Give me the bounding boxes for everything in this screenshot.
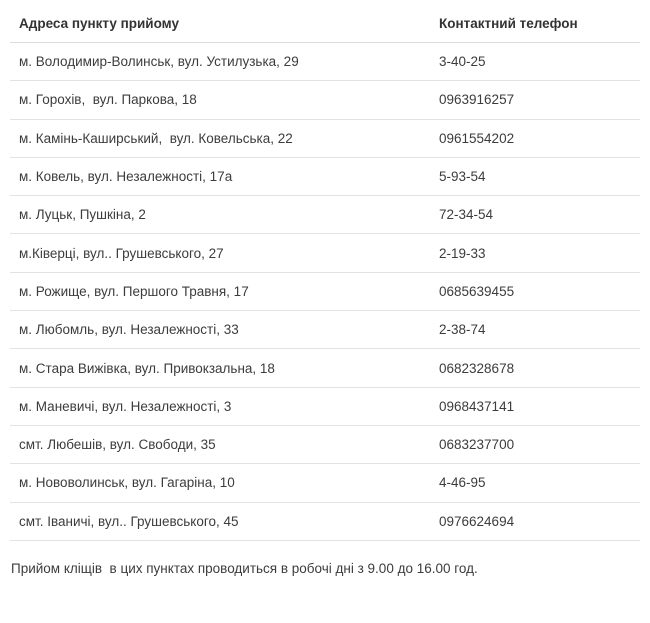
table-row <box>10 464 640 502</box>
address-cell: м. Горохів, вул. Паркова, 18 <box>10 81 428 119</box>
phone-cell: 0968437141 <box>428 387 640 425</box>
phone-cell: 5-93-54 <box>428 157 640 195</box>
address-cell: м. Луцьк, Пушкіна, 2 <box>10 196 428 234</box>
table-row <box>10 157 640 195</box>
phone-cell: 0976624694 <box>428 502 640 540</box>
table-row <box>10 311 640 349</box>
address-cell: м. Рожище, вул. Першого Травня, 17 <box>10 272 428 310</box>
address-cell: смт. Іваничі, вул.. Грушевського, 45 <box>10 502 428 540</box>
table-row <box>10 387 640 425</box>
address-cell: м. Маневичі, вул. Незалежності, 3 <box>10 387 428 425</box>
address-cell: м. Любомль, вул. Незалежності, 33 <box>10 311 428 349</box>
table-row <box>10 425 640 463</box>
phone-cell: 2-38-74 <box>428 311 640 349</box>
phone-cell: 0683237700 <box>428 425 640 463</box>
address-cell: смт. Любешів, вул. Свободи, 35 <box>10 425 428 463</box>
table-header-row <box>10 4 640 43</box>
phone-cell: 0682328678 <box>428 349 640 387</box>
phone-cell: 3-40-25 <box>428 43 640 81</box>
phone-cell: 0963916257 <box>428 81 640 119</box>
address-column-header: Адреса пункту прийому <box>10 4 428 43</box>
table-row <box>10 196 640 234</box>
reception-hours-note: Прийом кліщів в цих пунктах проводиться в робочі дні з 9.00 до 16.00 год. <box>11 561 478 576</box>
phone-cell: 4-46-95 <box>428 464 640 502</box>
address-cell: м. Нововолинськ, вул. Гагаріна, 10 <box>10 464 428 502</box>
table-row <box>10 81 640 119</box>
table-row <box>10 272 640 310</box>
address-cell: м. Володимир-Волинськ, вул. Устилузька, 29 <box>10 43 428 81</box>
table-row <box>10 349 640 387</box>
address-cell: м. Стара Вижівка, вул. Привокзальна, 18 <box>10 349 428 387</box>
address-cell: м.Ківерці, вул.. Грушевського, 27 <box>10 234 428 272</box>
address-cell: м. Ковель, вул. Незалежності, 17а <box>10 157 428 195</box>
table-row <box>10 43 640 81</box>
phone-cell: 0961554202 <box>428 119 640 157</box>
phone-cell: 2-19-33 <box>428 234 640 272</box>
table-row <box>10 234 640 272</box>
address-cell: м. Камінь-Каширський, вул. Ковельська, 22 <box>10 119 428 157</box>
table-row <box>10 502 640 540</box>
phone-column-header: Контактний телефон <box>428 4 640 43</box>
table-row <box>10 119 640 157</box>
phone-cell: 0685639455 <box>428 272 640 310</box>
reception-points-table <box>10 4 640 541</box>
phone-cell: 72-34-54 <box>428 196 640 234</box>
